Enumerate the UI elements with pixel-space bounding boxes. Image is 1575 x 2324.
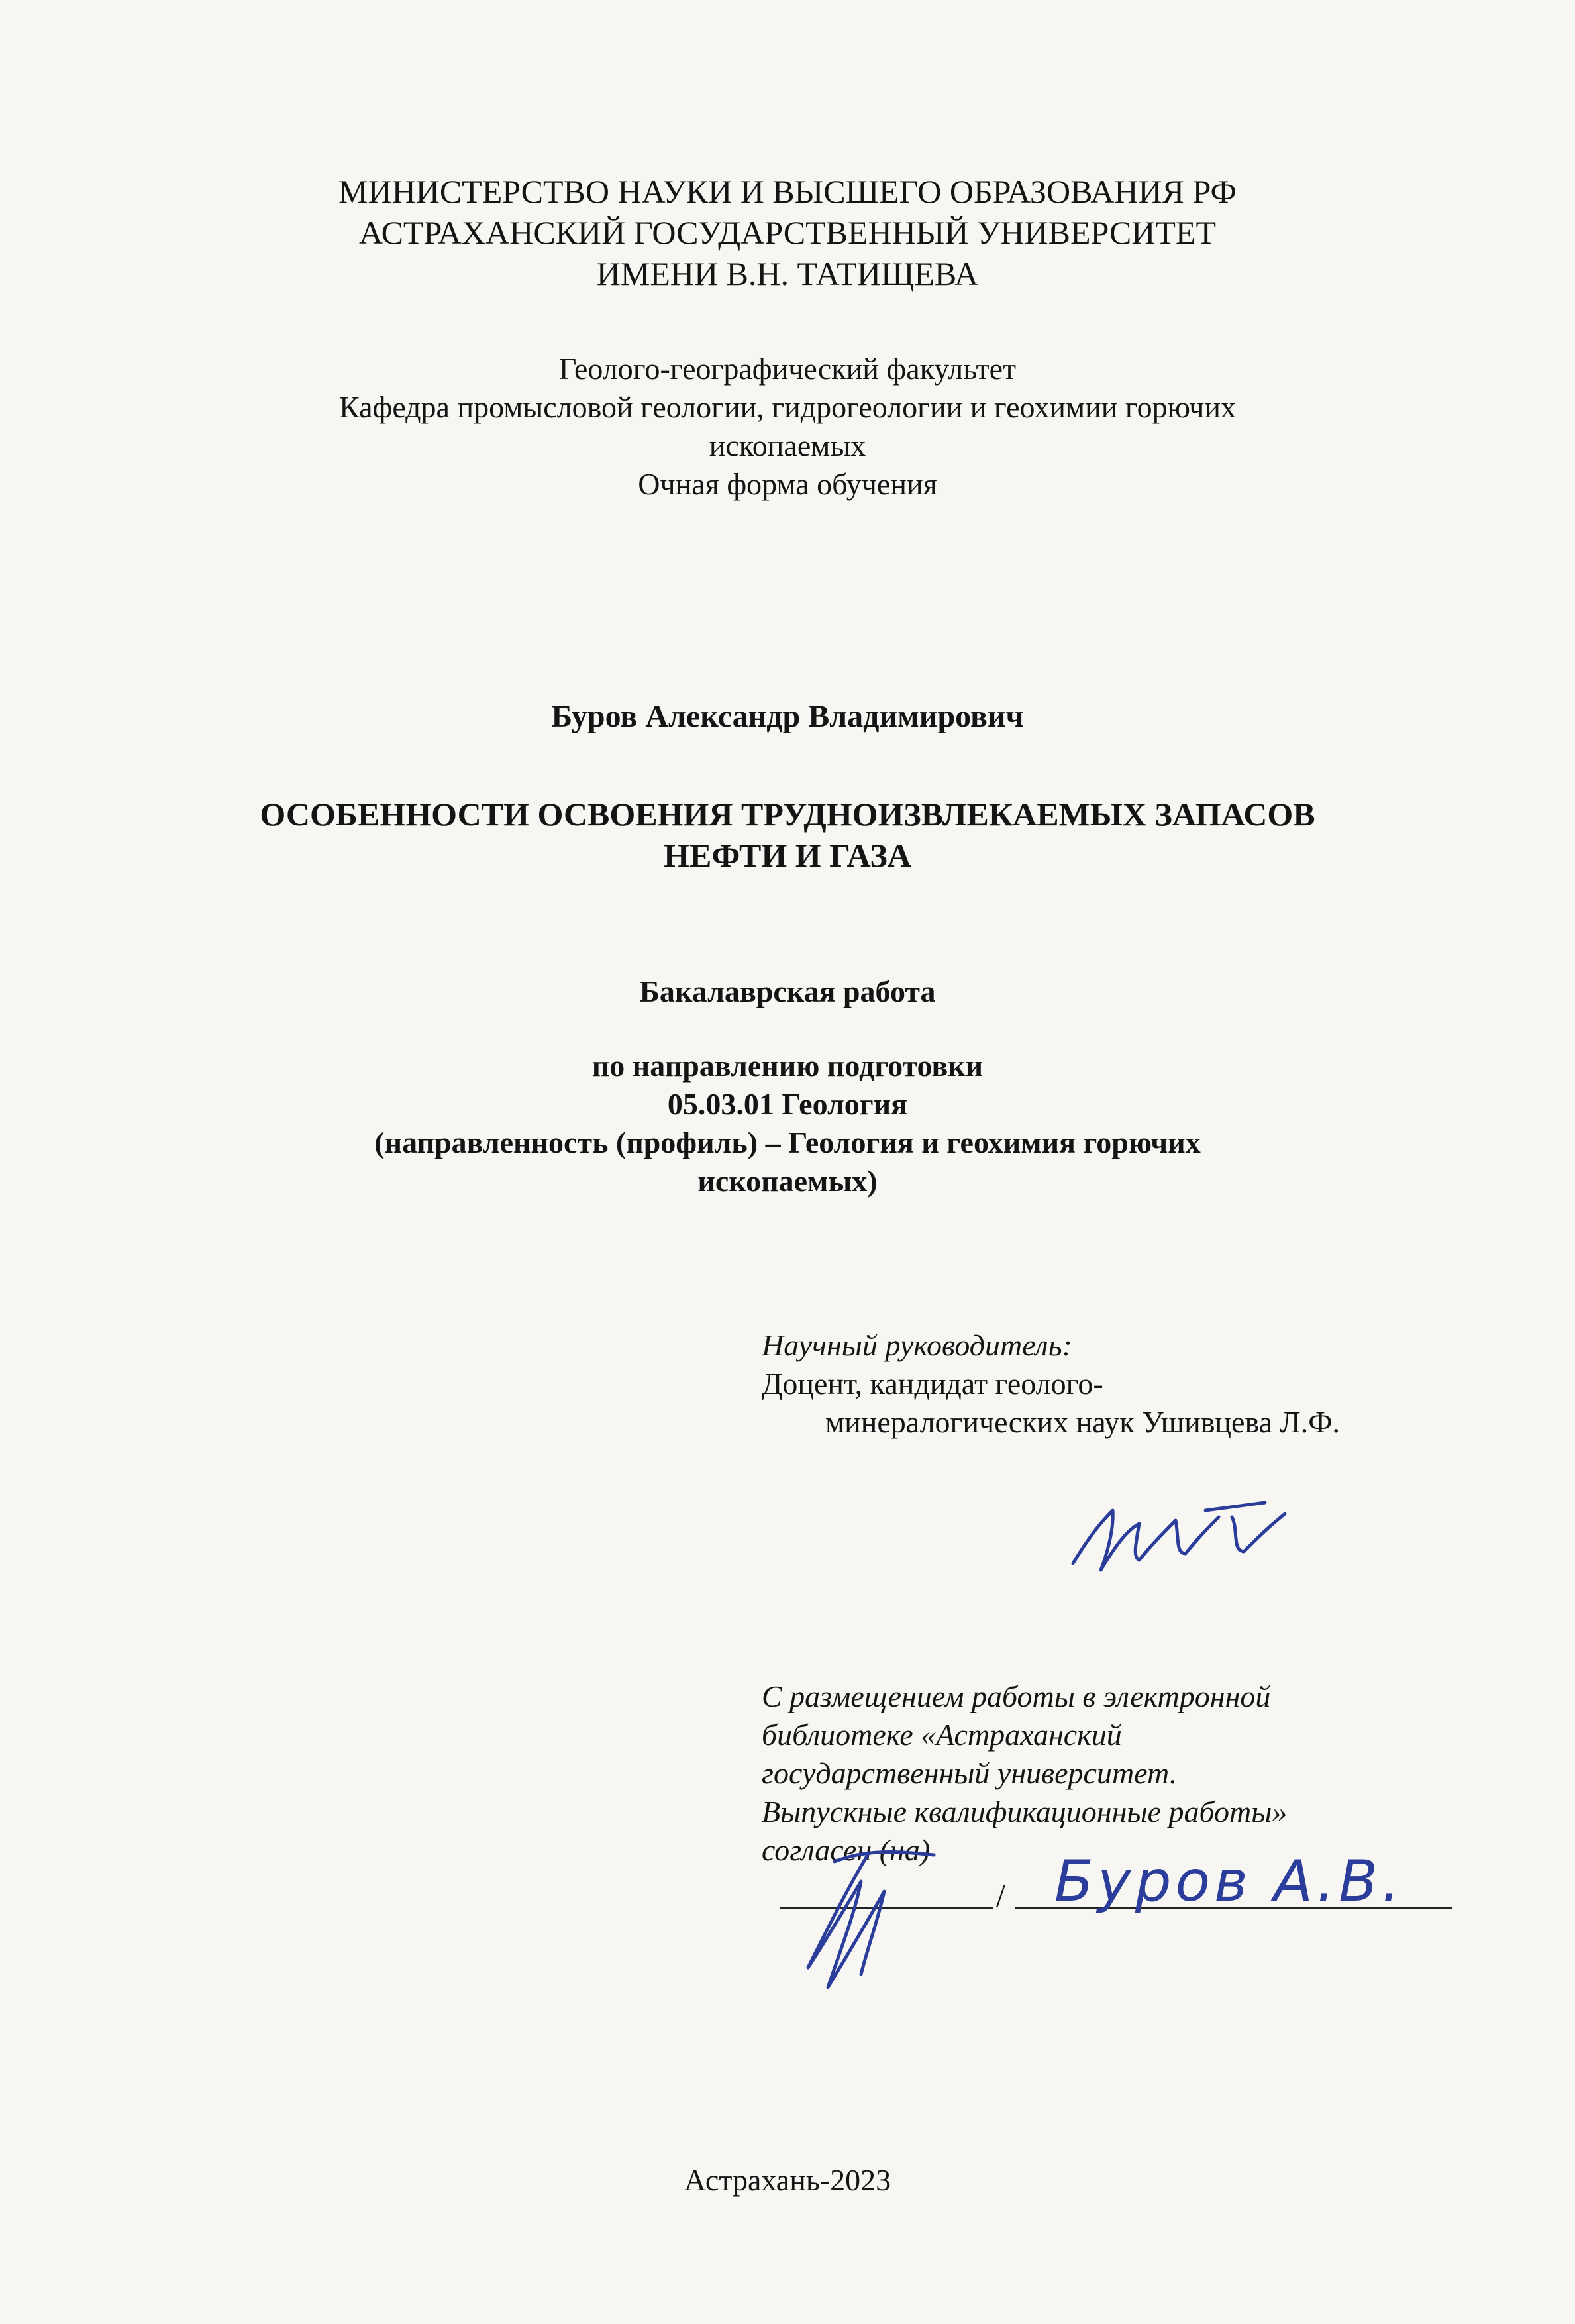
direction-code: 05.03.01 Геология (667, 1087, 908, 1121)
work-type-block (0, 973, 1575, 1011)
faculty-block (0, 350, 1575, 503)
author-name: Буров Александр Владимирович (551, 699, 1024, 734)
consent-line5: согласен (на) (762, 1833, 931, 1867)
profile-line2: ископаемых) (697, 1164, 878, 1198)
work-type: Бакалаврская работа (639, 975, 936, 1008)
consent-line3: государственный университет. (762, 1756, 1178, 1790)
header-block (0, 171, 1575, 294)
consent-line4: Выпускные квалификационные работы» (762, 1795, 1288, 1828)
supervisor-signature (1066, 1491, 1305, 1583)
thesis-title-block (0, 794, 1575, 876)
department-name-line1: Кафедра промысловой геологии, гидрогеологии и геохимии горючих (339, 390, 1236, 424)
handwritten-author-name: Буров А.В. (1054, 1848, 1404, 1915)
supervisor-line1: Доцент, кандидат геолого- (762, 1367, 1103, 1400)
supervisor-block (762, 1326, 1490, 1442)
signature-separator: / (996, 1877, 1005, 1914)
ministry-name: МИНИСТЕРСТВО НАУКИ И ВЫСШЕГО ОБРАЗОВАНИЯ РФ (338, 173, 1237, 210)
consent-line1: С размещением работы в электронной (762, 1679, 1271, 1713)
supervisor-label: Научный руководитель: (762, 1328, 1072, 1362)
university-name-line2: ИМЕНИ В.Н. ТАТИЩЕВА (596, 255, 979, 292)
consent-line2: библиотеке «Астраханский (762, 1718, 1122, 1752)
department-name-line2: ископаемых (709, 429, 866, 462)
faculty-name: Геолого-географический факультет (558, 352, 1017, 386)
thesis-title-line2: НЕФТИ И ГАЗА (664, 837, 911, 874)
university-name-line1: АСТРАХАНСКИЙ ГОСУДАРСТВЕННЫЙ УНИВЕРСИТЕТ (358, 214, 1217, 251)
direction-label: по направлению подготовки (591, 1049, 984, 1083)
profile-line1: (направленность (профиль) – Геология и геохимия горючих (374, 1126, 1201, 1159)
city-year: Астрахань-2023 (684, 2163, 891, 2197)
thesis-title-line1: ОСОБЕННОСТИ ОСВОЕНИЯ ТРУДНОИЗВЛЕКАЕМЫХ ЗАПАСОВ (260, 796, 1315, 833)
direction-block (0, 1047, 1575, 1200)
study-form: Очная форма обучения (638, 467, 937, 501)
author-signature (768, 1835, 960, 2007)
author-block (0, 697, 1575, 737)
supervisor-line2: минералогических наук Ушивцева Л.Ф. (825, 1405, 1341, 1439)
